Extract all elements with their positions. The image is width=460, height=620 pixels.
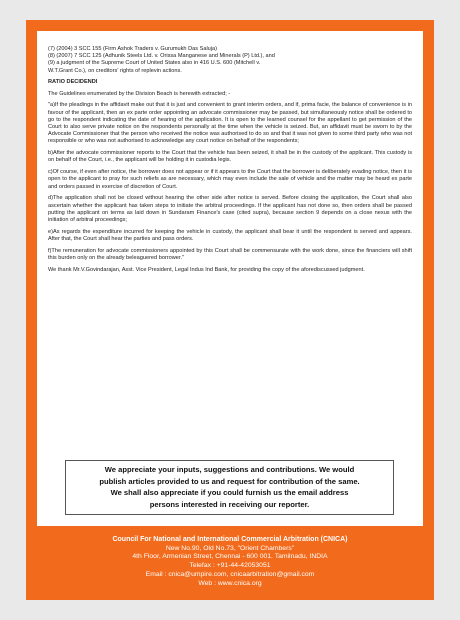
notice-text [66,464,393,510]
organization-name: Council For National and International Commercial Arbitration (CNICA) [112,536,348,543]
guideline-c: c)Of course, if even after notice, the borrower does not appear or if it appears to the Court that the borrower is deliberately evading notice, then it is open to the applicant to pray for such reliefs as are necessary, which may even include the sale of vehicle and the matter may be heard ex parte and orders passed in exercise of discretion of Court. [48,169,412,190]
address-line-1: New No.90, Old No.73, "Orient Chambers" [165,544,295,552]
orange-frame [26,20,434,600]
guideline-b: b)After the advocate commissioner reports to the Court that the vehicle has been seized, it shall be in the custody of the applicant. This custody is on behalf of the Court, i.e., the applicant will be holding it in custodia legis. [48,150,412,164]
page-content [48,41,412,279]
guideline-a: "a)If the pleadings in the affidavit make out that it is just and convenient to grant interim orders, and if, prima facie, the balance of convenience is in favour of the applicant, then an ex parte order appointing an advocate commissioner may be passed, but simultaneously notice shall be ordered to go to the respondent indicating the date of hearing of the application. It is open to the learned counsel for the appellant to get permission of the Court to also serve private notice on the respondents personally at the time when the vehicle is seized. But, an affidavit must be sworn to by the Advocate Commissioner that the person who received the notice was authorised to do so and that it was not given to some third party who was not responsible or who was not authorised to acknowledge any court notice on behalf of the respondents; [48,102,412,145]
reference-line: (7) (2004) 3 SCC 155 (Firm Ashok Traders v. Gurumukh Das Saluja) [48,46,218,52]
guideline-f: f)The remuneration for advocate commissioners appointed by this Court shall be commensurate with the work done, since the financiers will shift this burden only on the already beleaguered borrower." [48,247,412,262]
reference-line: (9) a judgment of the Supreme Court of United States also in 416 U.S. 600 (Mitchell v. [48,60,261,67]
web-line: Web : www.cnica.org [198,579,262,587]
intro-paragraph: The Guidelines enumerated by the Division Beach is herewith extracted; - [48,90,231,97]
reference-line: (8) (2007) 7 SCC 125 (Adhunik Steels Ltd. v. Orissa Manganese and Minerals (P) Ltd.), and [48,53,275,60]
notice-line: We shall also appreciate if you could furnish us the email address [110,488,349,498]
reference-line: W.T.Grant Co.), on creditors' rights of replevin actions. [48,67,182,74]
email-line: Email : cnica@umpire.com, cnicaarbitration@gmail.com [145,570,315,578]
guideline-e: e)As regards the expenditure incurred for keeping the vehicle in custody, the applicant shall bear it until the respondent is served and appears. After that, the Court shall hear the parties and pass orders. [48,228,412,243]
notice-line: publish articles provided to us and request for contribution of the same. [99,476,360,486]
section-heading: RATIO DECIDENDI [48,79,98,86]
acknowledgement-paragraph: We thank Mr.V.Govindarajan, Asst. Vice President, Legal Indus Ind Bank, for providing the copy of the aforediscussed judgment. [48,266,365,273]
footer-contact [26,536,434,588]
address-line-2: 4th Floor, Armenian Street, Chennai - 600 001. Tamilnadu, INDIA [132,553,328,561]
guideline-d: d)The application shall not be closed without hearing the other side after notice is served. Before closing the application, the Court shall also ascertain whether the applicant has taken steps to initiate the arbitral proceedings. If the applicant has not done so, then orders shall be passed putting the applicant on terms as laid down in Sundaram Finance's case (cited supra), because section 9 depends on a close nexus with the initiation of arbitral proceedings; [48,195,412,224]
document-page [37,31,423,526]
notice-line: We appreciate your inputs, suggestions and contributions. We would [104,465,355,474]
telefax: Telefax : +91-44-42053051 [189,562,271,570]
notice-line: persons interested in receiving our reporter. [149,499,310,509]
contribution-notice-box [65,460,394,515]
